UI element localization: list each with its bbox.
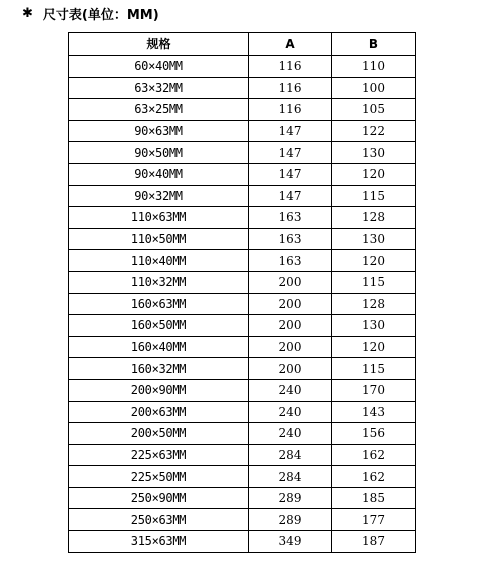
cell-a: 289 bbox=[249, 487, 332, 509]
cell-a: 284 bbox=[249, 444, 332, 466]
cell-a: 200 bbox=[249, 315, 332, 337]
cell-b: 115 bbox=[332, 271, 416, 293]
cell-a: 163 bbox=[249, 228, 332, 250]
cell-b: 120 bbox=[332, 336, 416, 358]
table-row bbox=[69, 509, 416, 531]
cell-a: 240 bbox=[249, 401, 332, 423]
cell-size: 110×63MM bbox=[69, 207, 249, 229]
cell-size: 110×50MM bbox=[69, 228, 249, 250]
cell-a: 147 bbox=[249, 185, 332, 207]
cell-b: 162 bbox=[332, 444, 416, 466]
cell-size: 200×63MM bbox=[69, 401, 249, 423]
cell-size: 90×63MM bbox=[69, 120, 249, 142]
table-row bbox=[69, 315, 416, 337]
cell-size: 90×40MM bbox=[69, 163, 249, 185]
cell-b: 120 bbox=[332, 163, 416, 185]
cell-size: 90×32MM bbox=[69, 185, 249, 207]
cell-b: 185 bbox=[332, 487, 416, 509]
cell-a: 349 bbox=[249, 531, 332, 553]
cell-a: 116 bbox=[249, 99, 332, 121]
asterisk-icon: ✱ bbox=[22, 5, 33, 21]
cell-size: 200×50MM bbox=[69, 423, 249, 445]
cell-a: 163 bbox=[249, 207, 332, 229]
cell-b: 128 bbox=[332, 293, 416, 315]
cell-a: 200 bbox=[249, 336, 332, 358]
cell-size: 160×32MM bbox=[69, 358, 249, 380]
table-row bbox=[69, 487, 416, 509]
cell-b: 130 bbox=[332, 315, 416, 337]
table-row bbox=[69, 185, 416, 207]
cell-size: 160×63MM bbox=[69, 293, 249, 315]
table-row bbox=[69, 56, 416, 78]
table-row bbox=[69, 531, 416, 553]
table-row bbox=[69, 444, 416, 466]
cell-a: 284 bbox=[249, 466, 332, 488]
cell-b: 110 bbox=[332, 56, 416, 78]
cell-b: 162 bbox=[332, 466, 416, 488]
cell-size: 200×90MM bbox=[69, 379, 249, 401]
cell-b: 115 bbox=[332, 185, 416, 207]
cell-b: 105 bbox=[332, 99, 416, 121]
cell-a: 147 bbox=[249, 163, 332, 185]
cell-a: 116 bbox=[249, 77, 332, 99]
table-row bbox=[69, 77, 416, 99]
table-row bbox=[69, 379, 416, 401]
cell-size: 110×40MM bbox=[69, 250, 249, 272]
cell-b: 130 bbox=[332, 228, 416, 250]
cell-a: 163 bbox=[249, 250, 332, 272]
cell-a: 200 bbox=[249, 293, 332, 315]
cell-size: 63×25MM bbox=[69, 99, 249, 121]
size-table bbox=[68, 32, 416, 553]
cell-a: 240 bbox=[249, 379, 332, 401]
cell-b: 130 bbox=[332, 142, 416, 164]
table-row bbox=[69, 358, 416, 380]
cell-size: 225×63MM bbox=[69, 444, 249, 466]
cell-b: 115 bbox=[332, 358, 416, 380]
header-a: A bbox=[249, 33, 332, 56]
table-body bbox=[69, 56, 416, 553]
table-row bbox=[69, 466, 416, 488]
cell-a: 200 bbox=[249, 271, 332, 293]
cell-a: 240 bbox=[249, 423, 332, 445]
table-row bbox=[69, 120, 416, 142]
cell-b: 128 bbox=[332, 207, 416, 229]
cell-b: 120 bbox=[332, 250, 416, 272]
cell-size: 60×40MM bbox=[69, 56, 249, 78]
cell-size: 160×50MM bbox=[69, 315, 249, 337]
cell-size: 315×63MM bbox=[69, 531, 249, 553]
cell-size: 250×90MM bbox=[69, 487, 249, 509]
cell-b: 170 bbox=[332, 379, 416, 401]
cell-a: 289 bbox=[249, 509, 332, 531]
cell-b: 143 bbox=[332, 401, 416, 423]
cell-a: 147 bbox=[249, 142, 332, 164]
cell-a: 116 bbox=[249, 56, 332, 78]
cell-size: 250×63MM bbox=[69, 509, 249, 531]
title-text: 尺寸表(单位：MM) bbox=[42, 7, 159, 23]
table-row bbox=[69, 401, 416, 423]
cell-b: 187 bbox=[332, 531, 416, 553]
table-row bbox=[69, 228, 416, 250]
table-row bbox=[69, 163, 416, 185]
header-b: B bbox=[332, 33, 416, 56]
cell-a: 147 bbox=[249, 120, 332, 142]
cell-b: 122 bbox=[332, 120, 416, 142]
table-row bbox=[69, 271, 416, 293]
table-row bbox=[69, 293, 416, 315]
cell-b: 177 bbox=[332, 509, 416, 531]
table-row bbox=[69, 250, 416, 272]
cell-size: 160×40MM bbox=[69, 336, 249, 358]
table-header-row bbox=[69, 33, 416, 56]
cell-size: 110×32MM bbox=[69, 271, 249, 293]
header-spec: 规格 bbox=[69, 33, 249, 56]
table-row bbox=[69, 336, 416, 358]
table-row bbox=[69, 99, 416, 121]
cell-b: 156 bbox=[332, 423, 416, 445]
cell-size: 90×50MM bbox=[69, 142, 249, 164]
cell-size: 63×32MM bbox=[69, 77, 249, 99]
cell-a: 200 bbox=[249, 358, 332, 380]
table-row bbox=[69, 207, 416, 229]
page-title bbox=[22, 3, 159, 23]
cell-size: 225×50MM bbox=[69, 466, 249, 488]
table-row bbox=[69, 142, 416, 164]
table-row bbox=[69, 423, 416, 445]
cell-b: 100 bbox=[332, 77, 416, 99]
